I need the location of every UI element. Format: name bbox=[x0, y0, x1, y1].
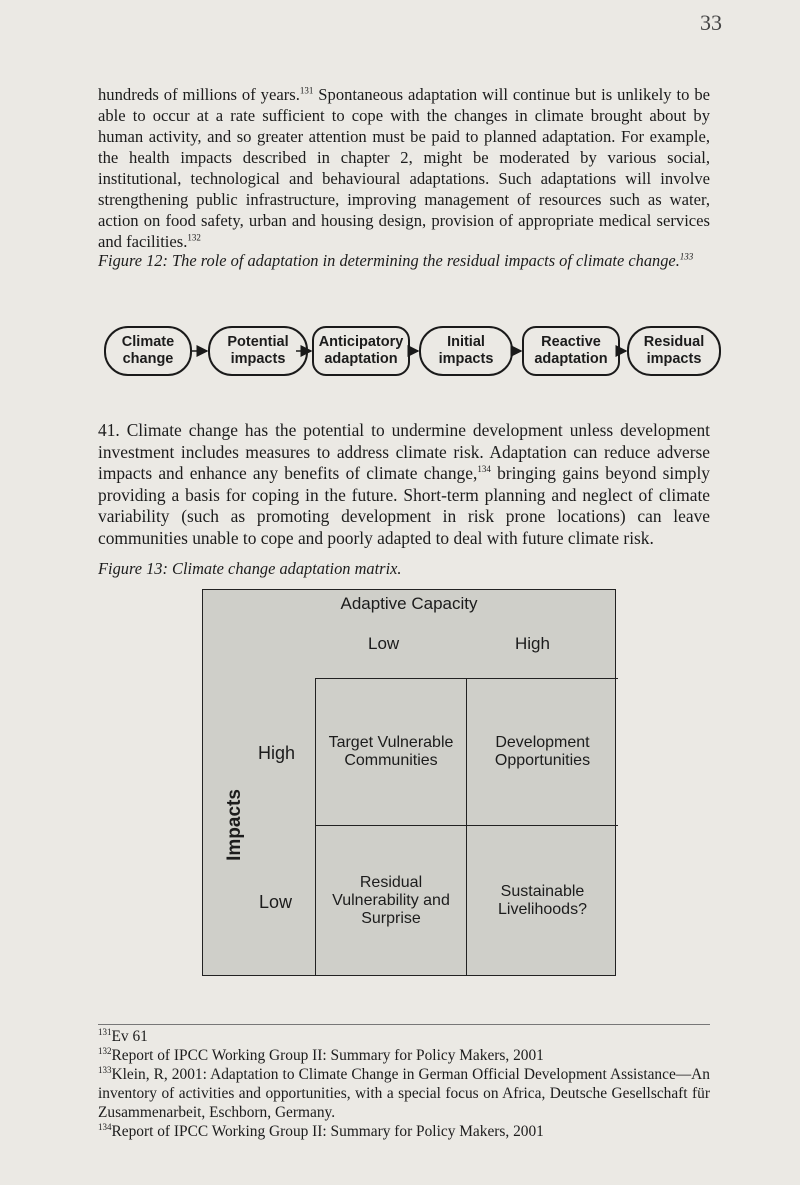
page-number: 33 bbox=[700, 10, 722, 35]
figure-12-caption: Figure 12: The role of adaptation in determining the residual impacts of climate change.$^{133}$ bbox=[98, 251, 694, 270]
adaptation-matrix bbox=[202, 589, 616, 976]
flow-box-initial-impacts: Initial impacts bbox=[419, 326, 513, 376]
footnote-132: $^{132}$Report of IPCC Working Group II: Summary for Policy Makers, 2001 bbox=[98, 1045, 544, 1064]
paragraph-41: 41. Climate change has the potential to undermine development unless development investment includes measures to address climate risk. Adaptation can reduce adverse impacts and enhance any benefits of climate change,$^{134}$ bringing gains beyond simply providing a basis for coping in the future. Short-term planning and neglect of climate variability (such as promoting development in risk prone locations) can leave communities unable to cope and poorly adapted to deal with future climate risk. bbox=[98, 420, 711, 548]
cell-residual-vulnerability: Residual Vulnerability and Surprise bbox=[332, 874, 450, 927]
flow-box-climate-change: Climate change bbox=[104, 326, 192, 376]
flow-box-residual-impacts: Residual impacts bbox=[627, 326, 721, 376]
matrix-title: Adaptive Capacity bbox=[340, 594, 478, 613]
footnote-ref: 131 bbox=[299, 85, 314, 96]
row-label-low: Low bbox=[259, 892, 293, 912]
flow-box-potential-impacts: Potential impacts bbox=[208, 326, 308, 376]
flow-box-anticipatory-adaptation: Anticipatory adaptation bbox=[312, 326, 410, 376]
footnote-131: $^{131}$Ev 61 bbox=[98, 1026, 148, 1045]
column-label-low: Low bbox=[368, 634, 400, 653]
column-label-high: High bbox=[515, 634, 550, 653]
paragraph-adaptation-intro: hundreds of millions of years.$^{131}$ Spontaneous adaptation will continue but is unlikely to be able to occur at a rate sufficient to cope with the changes in climate brought about by human activity, and so greater attention must be paid to planned adaptation. For example, the health impacts described in chapter 2, might be moderated by various social, institutional, technological and behavioural adaptations. Such adaptations will involve strengthening public infrastructure, improving management of resources such as water, action on food safety, urban and housing design, provision of appropriate medical services and facilities.$^{132}$ bbox=[98, 85, 710, 251]
footnote-133: $^{133}$Klein, R, 2001: Adaptation to Climate Change in German Official Development Assistance—An inventory of activities and opportunities, with a special focus on Africa, Deutsche Gesellschaft für Zusammenarbeit, Eschborn, Germany. bbox=[98, 1064, 710, 1121]
row-label-high: High bbox=[258, 743, 296, 763]
footnote-divider bbox=[98, 1024, 710, 1025]
impacts-axis-label: Impacts bbox=[224, 789, 245, 861]
figure-13-caption: Figure 13: Climate change adaptation matrix. bbox=[98, 559, 402, 578]
flow-box-reactive-adaptation: Reactive adaptation bbox=[522, 326, 620, 376]
cell-sustainable-livelihoods: Sustainable Livelihoods? bbox=[498, 883, 587, 918]
footnote-134: $^{134}$Report of IPCC Working Group II: Summary for Policy Makers, 2001 bbox=[98, 1121, 544, 1140]
cell-development-opportunities: Development Opportunities bbox=[494, 734, 591, 769]
footnote-ref: 133 bbox=[679, 251, 694, 262]
footnotes bbox=[98, 1027, 710, 1141]
matrix-grid bbox=[315, 678, 618, 976]
footnote-ref: 134 bbox=[477, 464, 491, 475]
footnote-ref: 132 bbox=[187, 232, 201, 243]
cell-target-vulnerable-communities: Target Vulnerable Communities bbox=[328, 734, 454, 769]
